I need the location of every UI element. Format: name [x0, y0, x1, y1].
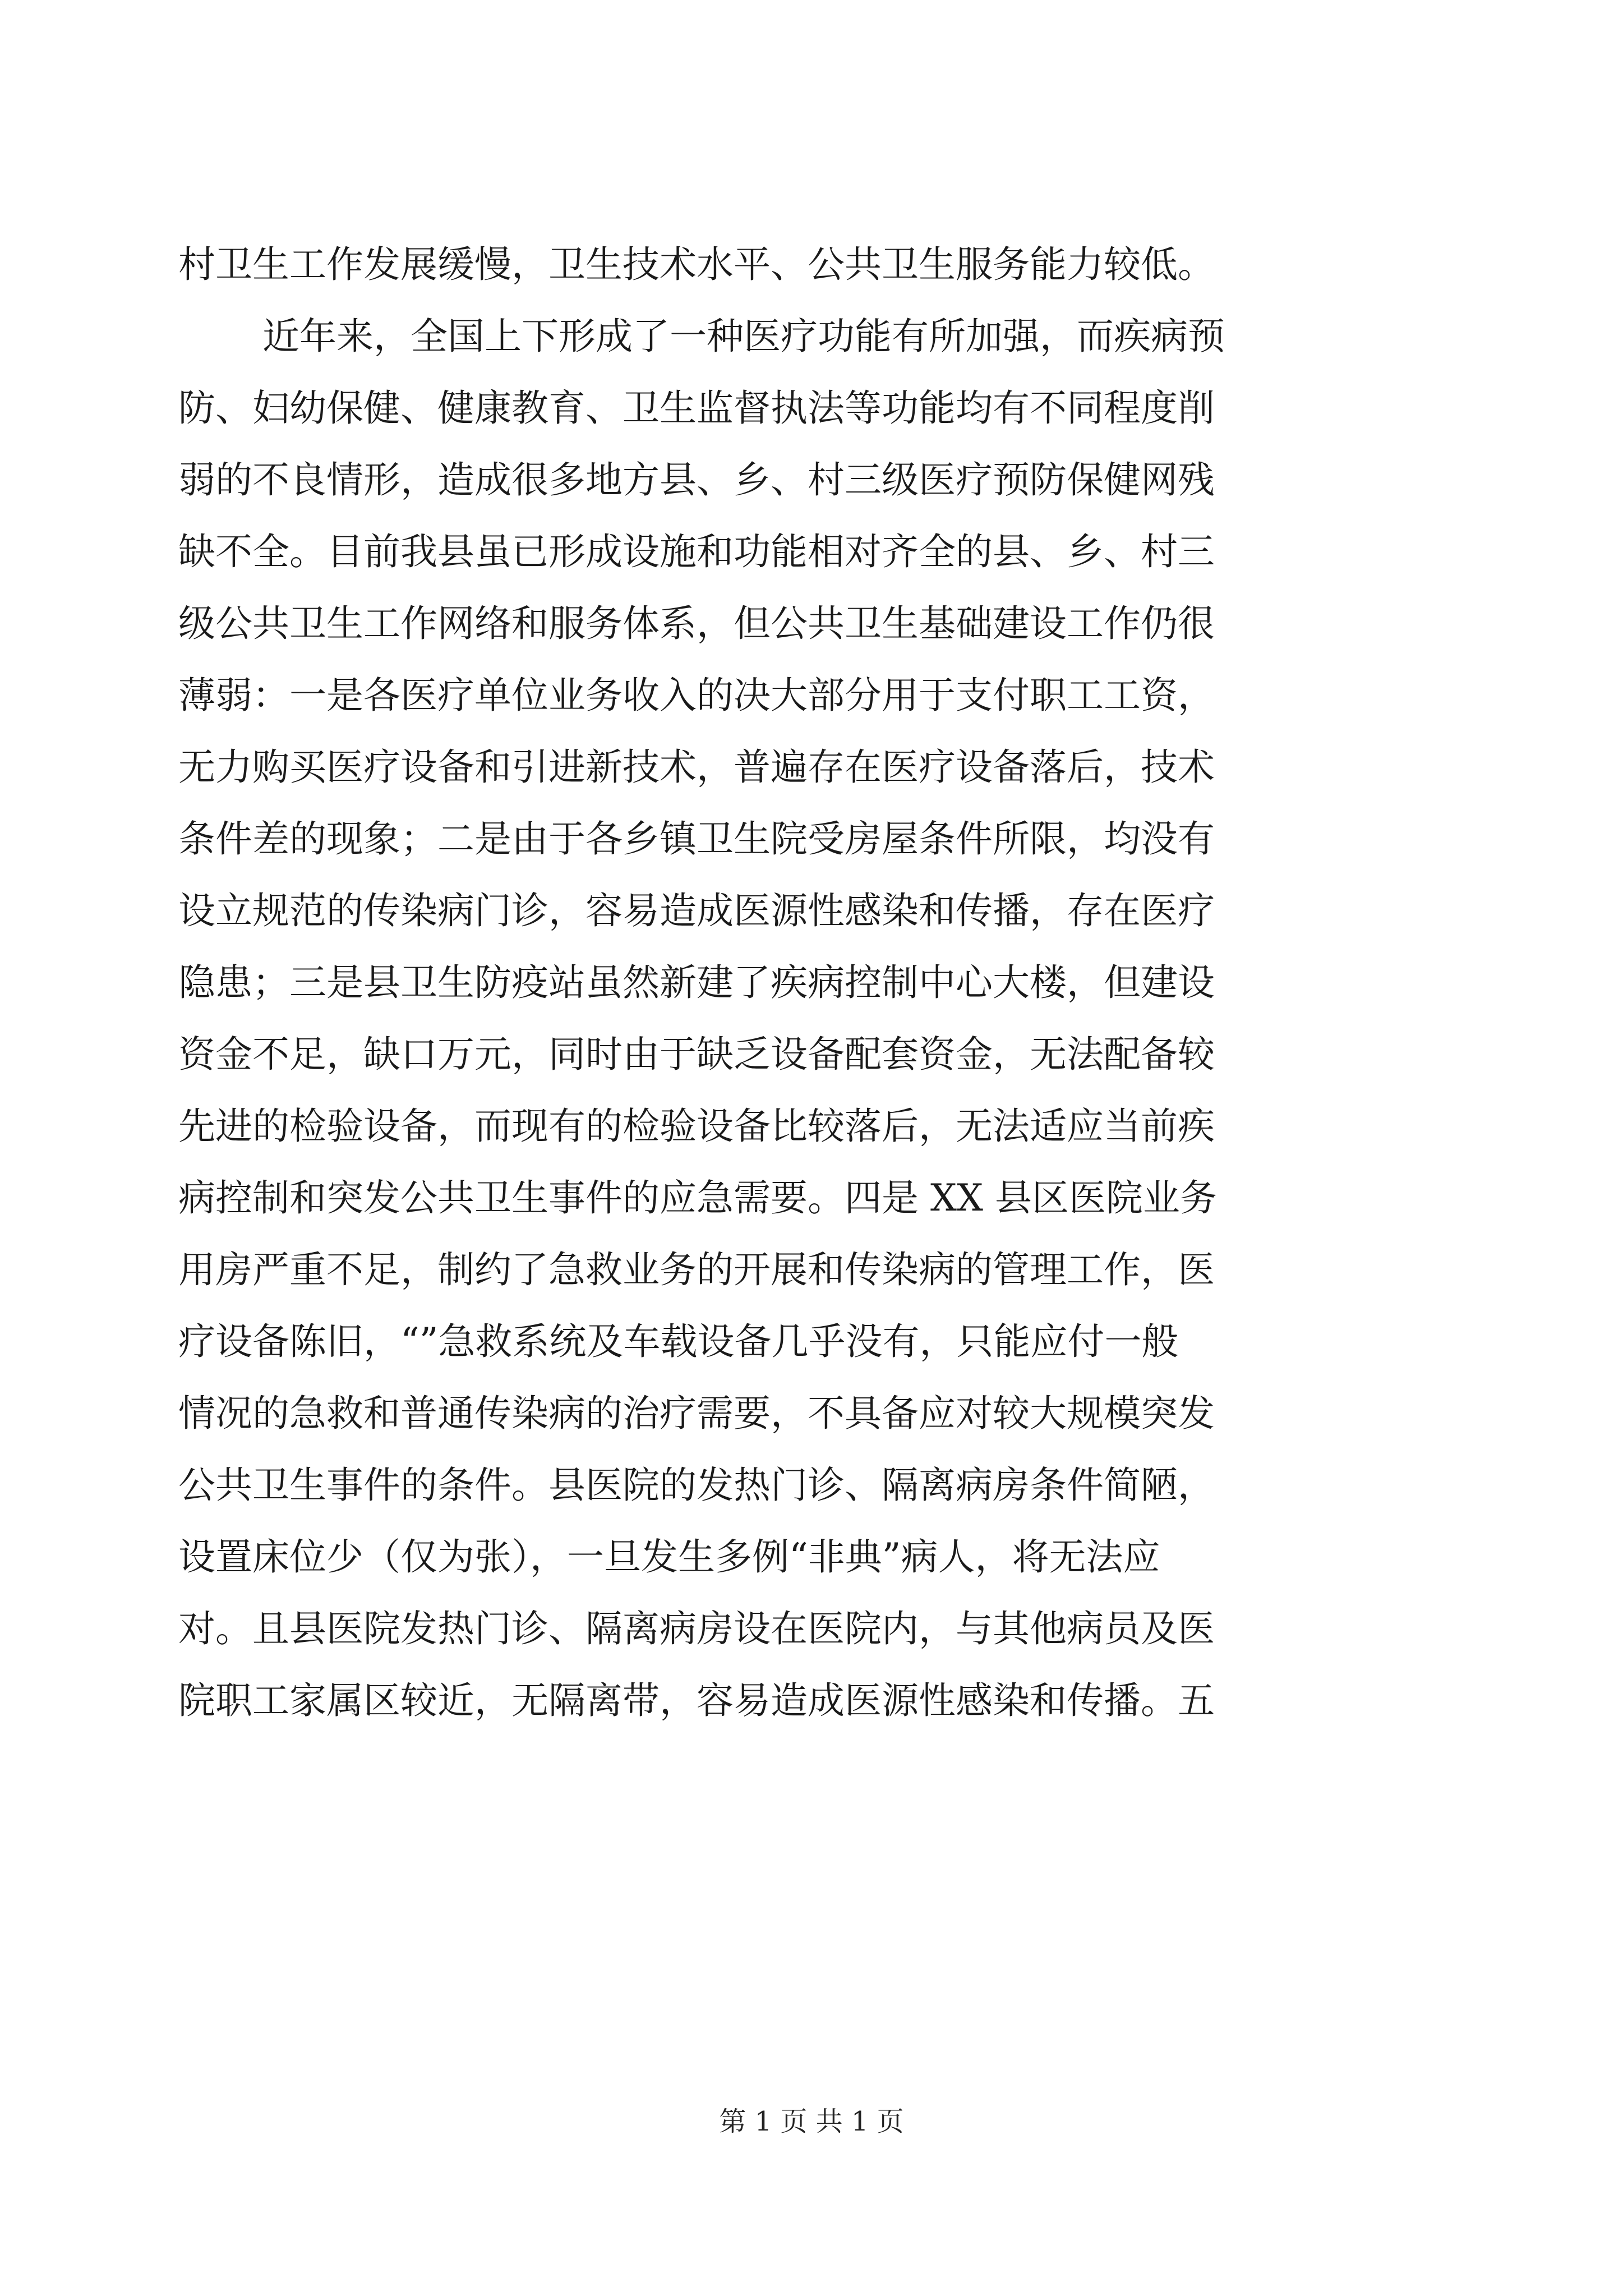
page-number-footer: 第 1 页 共 1 页 [719, 2106, 904, 2137]
text-line: 先进的检验设备，而现有的检验设备比较落后，无法适应当前疾 [178, 1105, 1215, 1148]
text-line: 无力购买医疗设备和引进新技术，普遍存在医疗设备落后，技术 [178, 746, 1215, 789]
text-line: 弱的不良情形，造成很多地方县、乡、村三级医疗预防保健网残 [178, 458, 1215, 501]
text-line: 用房严重不足，制约了急救业务的开展和传染病的管理工作，医 [178, 1248, 1215, 1291]
text-line: 隐患；三是县卫生防疫站虽然新建了疾病控制中心大楼，但建设 [178, 961, 1215, 1004]
text-line: 缺不全。目前我县虽已形成设施和功能相对齐全的县、乡、村三 [178, 530, 1215, 573]
text-line: 院职工家属区较近，无隔离带，容易造成医源性感染和传播。五 [178, 1679, 1215, 1722]
text-line: 设立规范的传染病门诊，容易造成医源性感染和传播，存在医疗 [178, 889, 1215, 932]
paragraph-first-line: 近年来，全国上下形成了一种医疗功能有所加强，而疾病预 [262, 315, 1225, 358]
text-line: 防、妇幼保健、健康教育、卫生监督执法等功能均有不同程度削 [178, 386, 1215, 430]
text-line: 条件差的现象；二是由于各乡镇卫生院受房屋条件所限，均没有 [178, 817, 1215, 861]
text-line: 级公共卫生工作网络和服务体系，但公共卫生基础建设工作仍很 [178, 602, 1215, 645]
text-line: 疗设备陈旧，“”急救系统及车载设备几乎没有，只能应付一般 [178, 1320, 1179, 1363]
text-line: 村卫生工作发展缓慢，卫生技术水平、公共卫生服务能力较低。 [178, 243, 1215, 286]
text-line: 资金不足，缺口万元，同时由于缺乏设备配套资金，无法配备较 [178, 1033, 1215, 1076]
body-text [178, 229, 1412, 1737]
text-line: 病控制和突发公共卫生事件的应急需要。四是 XX 县区医院业务 [178, 1176, 1217, 1220]
text-line: 情况的急救和普通传染病的治疗需要，不具备应对较大规模突发 [178, 1392, 1215, 1435]
text-line: 设置床位少（仅为张），一旦发生多例“非典”病人，将无法应 [178, 1535, 1160, 1579]
text-line: 公共卫生事件的条件。县医院的发热门诊、隔离病房条件简陋， [178, 1464, 1215, 1507]
text-line: 对。且县医院发热门诊、隔离病房设在医院内，与其他病员及医 [178, 1607, 1215, 1650]
text-line: 薄弱：一是各医疗单位业务收入的决大部分用于支付职工工资， [178, 674, 1215, 717]
